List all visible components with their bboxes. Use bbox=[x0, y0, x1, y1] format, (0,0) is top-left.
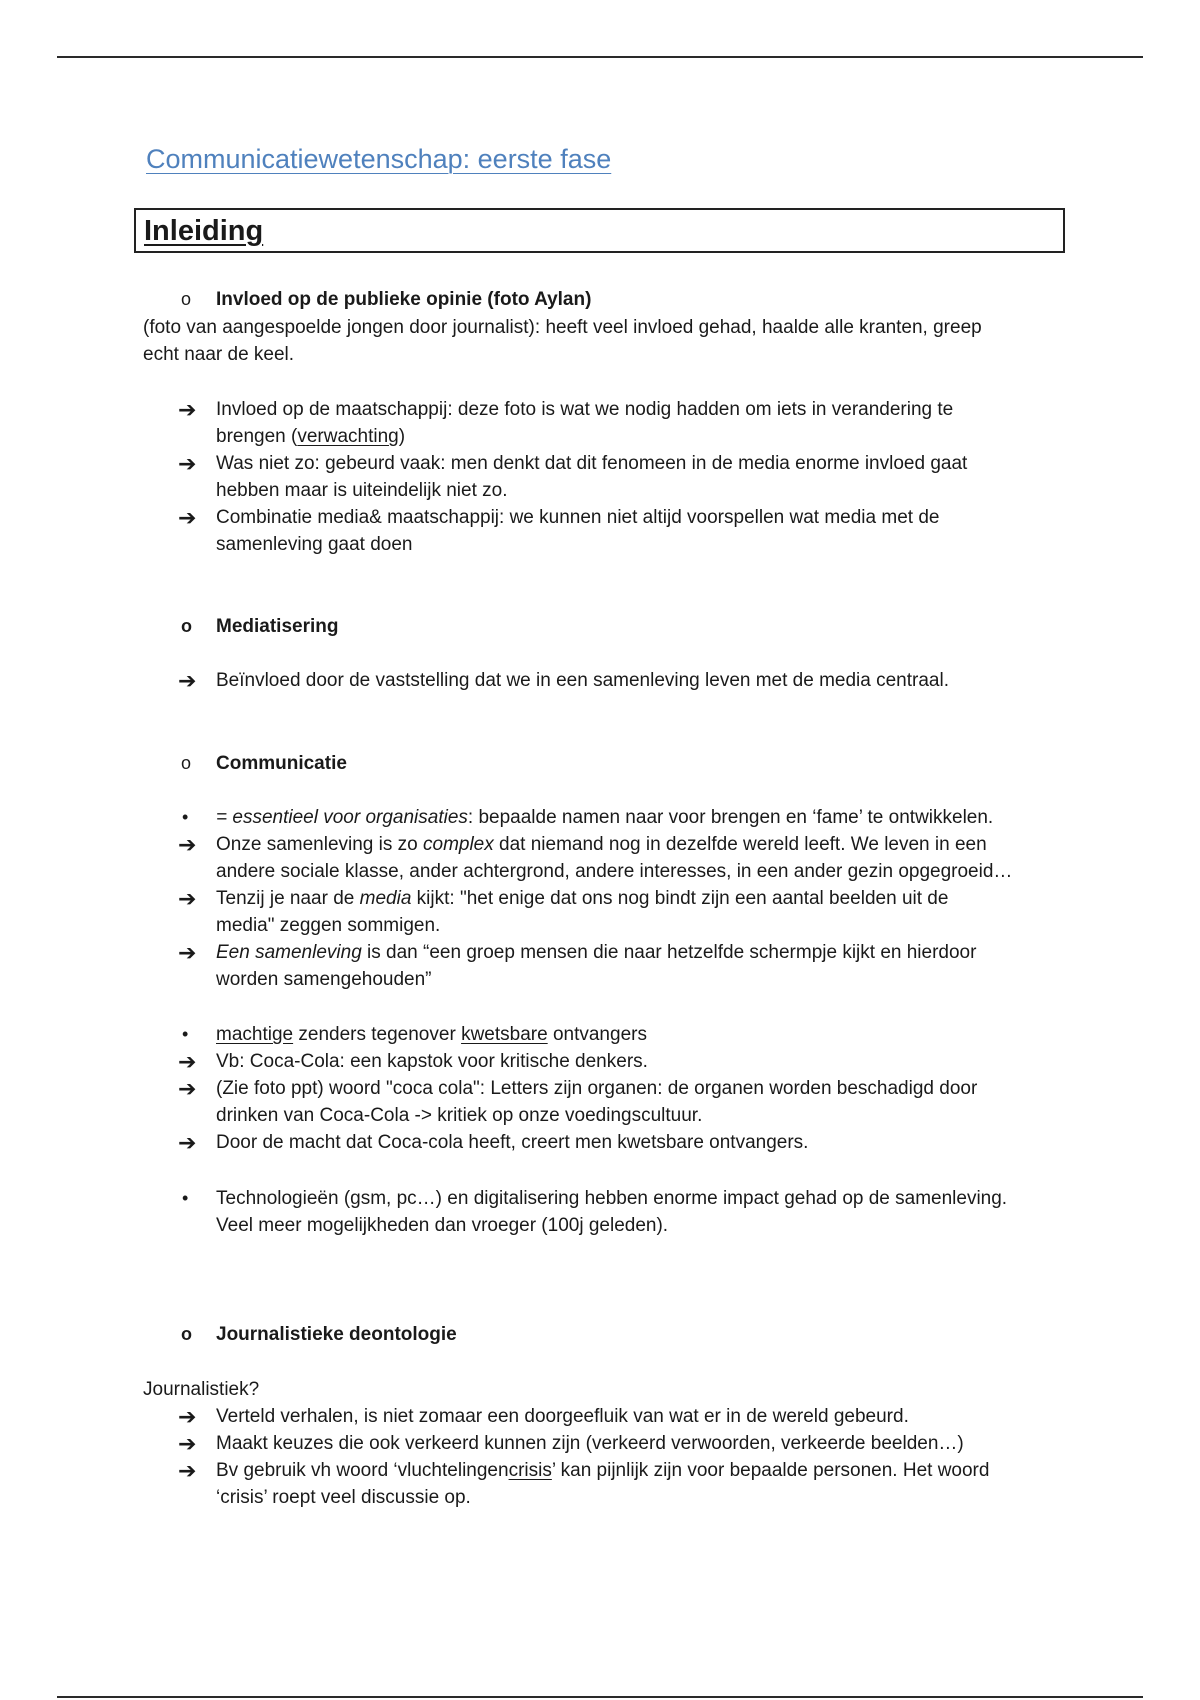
dot-bullet-icon: • bbox=[182, 1024, 189, 1044]
list-item: Verteld verhalen, is niet zomaar een doorgeefluik van wat er in de wereld gebeurd. bbox=[216, 1406, 909, 1427]
section-heading-mediatisering: Mediatisering bbox=[216, 616, 339, 637]
underlined-term: crisis bbox=[508, 1460, 552, 1481]
arrow-right-icon: ➔ bbox=[178, 505, 197, 530]
list-item: (Zie foto ppt) woord "coca cola": Letters zijn organen: de organen worden beschadigd door bbox=[216, 1078, 978, 1099]
list-item: Onze samenleving is zo complex dat niemand nog in dezelfde wereld leeft. We leven in een bbox=[216, 834, 987, 855]
circle-bullet-icon: o bbox=[181, 1324, 192, 1344]
list-item-continuation: hebben maar is uiteindelijk niet zo. bbox=[216, 480, 508, 501]
list-item: Bv gebruik vh woord ‘vluchtelingencrisis’ kan pijnlijk zijn voor bepaalde personen. Het woord bbox=[216, 1460, 990, 1481]
arrow-right-icon: ➔ bbox=[178, 1049, 197, 1074]
list-item: Tenzij je naar de media kijkt: "het enige dat ons nog bindt zijn een aantal beelden uit de bbox=[216, 888, 949, 909]
paragraph-line: echt naar de keel. bbox=[143, 344, 295, 365]
list-item: Beïnvloed door de vaststelling dat we in een samenleving leven met de media centraal. bbox=[216, 670, 949, 691]
list-item: Vb: Coca-Cola: een kapstok voor kritische denkers. bbox=[216, 1051, 648, 1072]
list-item: machtige zenders tegenover kwetsbare ontvangers bbox=[216, 1024, 647, 1045]
list-item-continuation: brengen (verwachting) bbox=[216, 426, 406, 447]
list-item: Een samenleving is dan “een groep mensen die naar hetzelfde schermpje kijkt en hierdoor bbox=[216, 942, 977, 963]
arrow-right-icon: ➔ bbox=[178, 668, 197, 693]
header-rule bbox=[57, 56, 1143, 58]
underlined-term: verwachting bbox=[297, 426, 399, 447]
arrow-right-icon: ➔ bbox=[178, 886, 197, 911]
list-item-continuation: drinken van Coca-Cola -> kritiek op onze voedingscultuur. bbox=[216, 1105, 703, 1126]
arrow-right-icon: ➔ bbox=[178, 1404, 197, 1429]
list-item-continuation: Veel meer mogelijkheden dan vroeger (100j geleden). bbox=[216, 1215, 669, 1236]
arrow-right-icon: ➔ bbox=[178, 1458, 197, 1483]
section-heading-journalistieke-deontologie: Journalistieke deontologie bbox=[216, 1324, 457, 1345]
arrow-right-icon: ➔ bbox=[178, 451, 197, 476]
arrow-right-icon: ➔ bbox=[178, 940, 197, 965]
list-item-continuation: samenleving gaat doen bbox=[216, 534, 413, 555]
footer-rule bbox=[57, 1696, 1143, 1698]
list-item: Technologieën (gsm, pc…) en digitalisering hebben enorme impact gehad op de samenleving. bbox=[216, 1188, 1008, 1209]
list-item-continuation: worden samengehouden” bbox=[216, 969, 432, 990]
dot-bullet-icon: • bbox=[182, 807, 189, 827]
list-item: Door de macht dat Coca-cola heeft, creert men kwetsbare ontvangers. bbox=[216, 1132, 809, 1153]
list-item: Maakt keuzes die ook verkeerd kunnen zijn (verkeerd verwoorden, verkeerde beelden…) bbox=[216, 1433, 964, 1454]
section-heading-communicatie: Communicatie bbox=[216, 753, 347, 774]
circle-bullet-icon: o bbox=[181, 616, 192, 636]
chapter-title: Inleiding bbox=[144, 215, 264, 247]
underlined-term: machtige bbox=[216, 1024, 294, 1045]
list-item: Combinatie media& maatschappij: we kunnen niet altijd voorspellen wat media met de bbox=[216, 507, 940, 528]
arrow-right-icon: ➔ bbox=[178, 1076, 197, 1101]
underlined-term: kwetsbare bbox=[461, 1024, 548, 1045]
list-item-continuation: media" zeggen sommigen. bbox=[216, 915, 441, 936]
list-item-continuation: andere sociale klasse, ander achtergrond, andere interesses, in een ander gezin opgegroeid… bbox=[216, 861, 1013, 882]
paragraph-line: Journalistiek? bbox=[143, 1379, 260, 1400]
dot-bullet-icon: • bbox=[182, 1188, 189, 1208]
chapter-heading-box bbox=[134, 208, 1065, 253]
circle-bullet-icon: o bbox=[181, 753, 192, 773]
arrow-right-icon: ➔ bbox=[178, 1431, 197, 1456]
list-item: = essentieel voor organisaties: bepaalde namen naar voor brengen en ‘fame’ te ontwikkelen. bbox=[216, 807, 994, 828]
list-item-continuation: ‘crisis’ roept veel discussie op. bbox=[216, 1487, 471, 1508]
list-item: Invloed op de maatschappij: deze foto is wat we nodig hadden om iets in verandering te bbox=[216, 399, 954, 420]
circle-bullet-icon: o bbox=[181, 289, 192, 309]
arrow-right-icon: ➔ bbox=[178, 397, 197, 422]
section-heading-publieke-opinie: Invloed op de publieke opinie (foto Aylan) bbox=[216, 289, 592, 310]
document-title[interactable]: Communicatiewetenschap: eerste fase bbox=[146, 144, 612, 174]
paragraph-line: (foto van aangespoelde jongen door journalist): heeft veel invloed gehad, haalde alle kranten, greep bbox=[143, 317, 982, 338]
arrow-right-icon: ➔ bbox=[178, 1130, 197, 1155]
list-item: Was niet zo: gebeurd vaak: men denkt dat dit fenomeen in de media enorme invloed gaat bbox=[216, 453, 968, 474]
arrow-right-icon: ➔ bbox=[178, 832, 197, 857]
